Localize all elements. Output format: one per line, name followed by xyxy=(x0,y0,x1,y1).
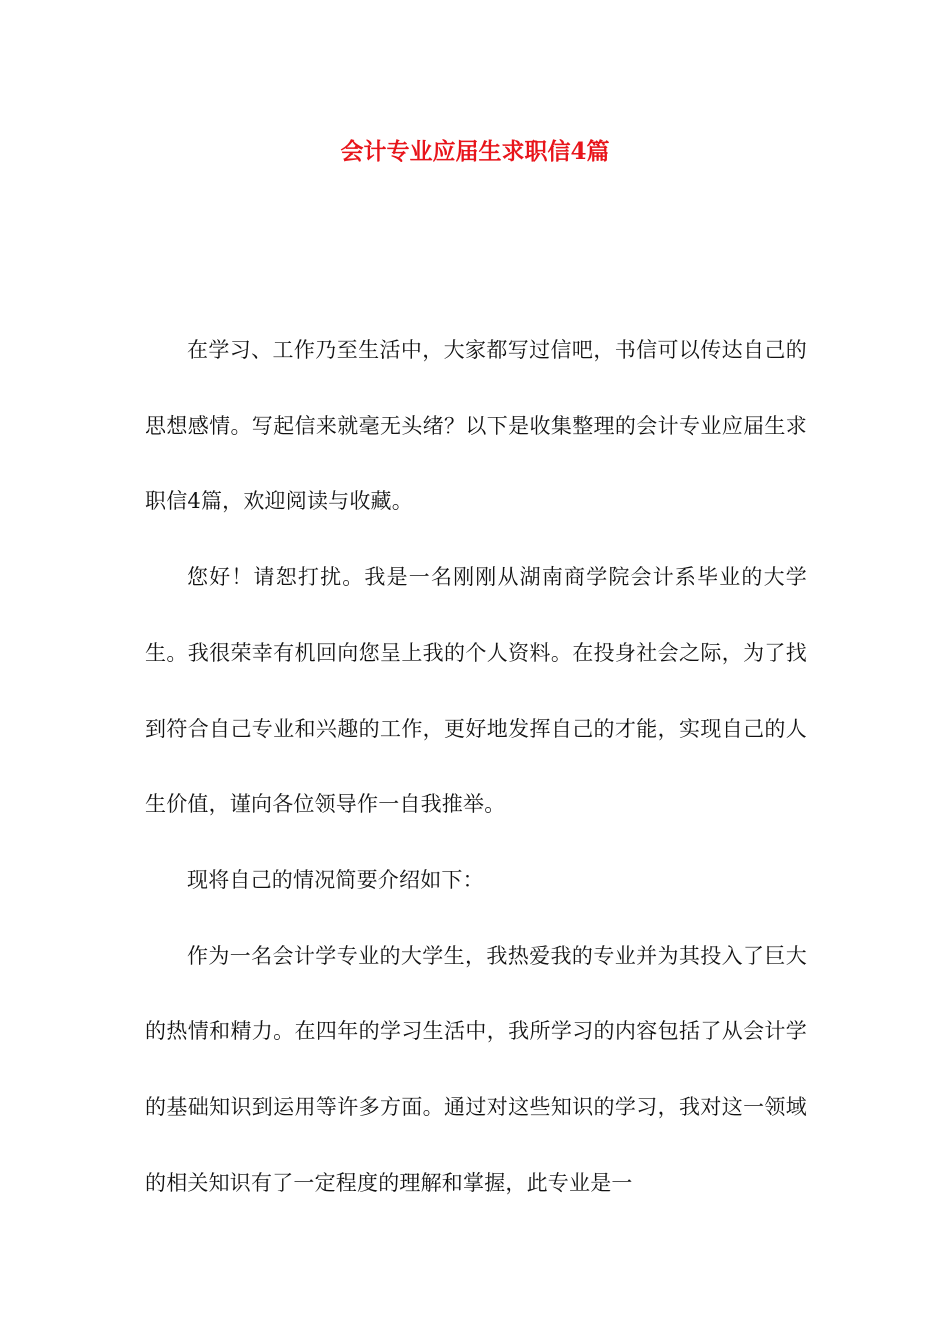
document-title: 会计专业应届生求职信4篇 xyxy=(340,138,610,165)
paragraph-summary-intro: 现将自己的情况简要介绍如下： xyxy=(187,867,484,892)
document-body xyxy=(145,313,807,1221)
paragraph-intro: 在学习、工作乃至生活中，大家都写过信吧，书信可以传达自己的思想感情。写起信来就毫无头绪？以下是收集整理的会计专业应届生求职信4篇，欢迎阅读与收藏。 xyxy=(145,338,807,514)
paragraph-major: 作为一名会计学专业的大学生，我热爱我的专业并为其投入了巨大的热情和精力。在四年的学习生活中，我所学习的内容包括了从会计学的基础知识到运用等许多方面。通过对这些知识的学习，我对这一领域的相关知识有了一定程度的理解和掌握，此专业是一 xyxy=(145,943,807,1195)
paragraph-greeting: 您好！请恕打扰。我是一名刚刚从湖南商学院会计系毕业的大学生。我很荣幸有机回向您呈上我的个人资料。在投身社会之际，为了找到符合自己专业和兴趣的工作，更好地发挥自己的才能，实现自己的人生价值，谨向各位领导作一自我推举。 xyxy=(145,565,807,817)
